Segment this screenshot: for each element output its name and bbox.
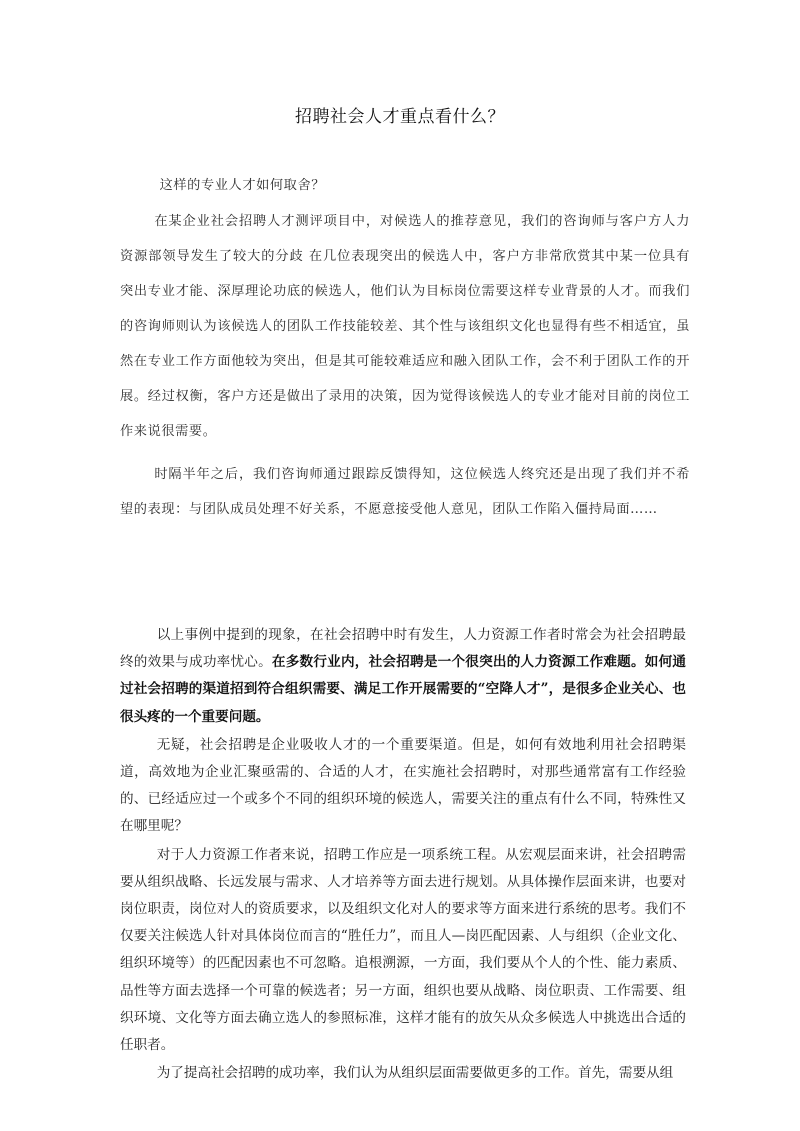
body-paragraph-text: 以上事例中提到的现象，在社会招聘中时有发生，人力资源工作者时常会为社会招聘最终的效果与成功率忧心。 — [120, 627, 686, 671]
case-paragraph: 在某企业社会招聘人才测评项目中，对候选人的推荐意见，我们的咨询师与客户方人力资源部领导发生了较大的分歧 在几位表现突出的候选人中，客户方非常欣赏其中某一位具有突出专业才能、深厚理论功底的候选人，他们认为目标岗位需要这样专业背景的人才。而我们的咨询师则认为该候选人的团队工作技能较差、其个性与该组织文化也显得有些不相适宜，虽然在专业工作方面他较为突出，但是其可能较难适应和融入团队工作，会不利于团队工作的开展。经过权衡，客户方还是做出了录用的决策，因为觉得该候选人的专业才能对目前的岗位工作来说很需要。 — [120, 214, 690, 439]
case-section — [120, 168, 690, 527]
case-paragraph: 时隔半年之后，我们咨询师通过跟踪反馈得知，这位候选人终究还是出现了我们并不希望的表现：与团队成员处理不好关系，不愿意接受他人意见，团队工作陷入僵持局面…… — [120, 467, 690, 517]
body-paragraph-emphasis: 在多数行业内，社会招聘是一个很突出的人力资源工作难题。如何通过社会招聘的渠道招到符合组织需要、满足工作开展需要的“空降人才”，是很多企业关心、也很头疼的一个重要问题。 — [120, 654, 687, 725]
case-lead: 这样的专业人才如何取舍？ — [159, 178, 326, 193]
body-paragraph: 对于人力资源工作者来说，招聘工作应是一项系统工程。从宏观层面来讲，社会招聘需要从组织战略、长远发展与需求、人才培养等方面去进行规划。从具体操作层面来讲，也要对岗位职责，岗位对人的资质要求，以及组织文化对人的要求等方面来进行系统的思考。我们不仅要关注候选人针对具体岗位而言的“胜任力”，而且人—岗匹配因素、人与组织（企业文化、组织环境等）的匹配因素也不可忽略。追根溯源，一方面，我们要从个人的个性、能力素质、品性等方面去选择一个可靠的候选者；另一方面，组织也要从战略、岗位职责、工作需要、组织环境、文化等方面去确立选人的参照标准，这样才能有的放矢从众多候选人中挑选出合适的任职者。 — [120, 846, 686, 1054]
article-body — [120, 622, 686, 1087]
body-paragraph — [120, 622, 686, 731]
body-paragraph: 无疑，社会招聘是企业吸收人才的一个重要渠道。但是，如何有效地利用社会招聘渠道，高效地为企业汇聚亟需的、合适的人才，在实施社会招聘时，对那些通常富有工作经验的、已经适应过一个或多个不同的组织环境的候选人，需要关注的重点有什么不同，特殊性又在哪里呢？ — [120, 736, 686, 835]
document-title: 招聘社会人才重点看什么？ — [295, 107, 505, 127]
body-paragraph: 为了提高社会招聘的成功率，我们认为从组织层面需要做更多的工作。首先，需要从组 — [156, 1065, 674, 1082]
